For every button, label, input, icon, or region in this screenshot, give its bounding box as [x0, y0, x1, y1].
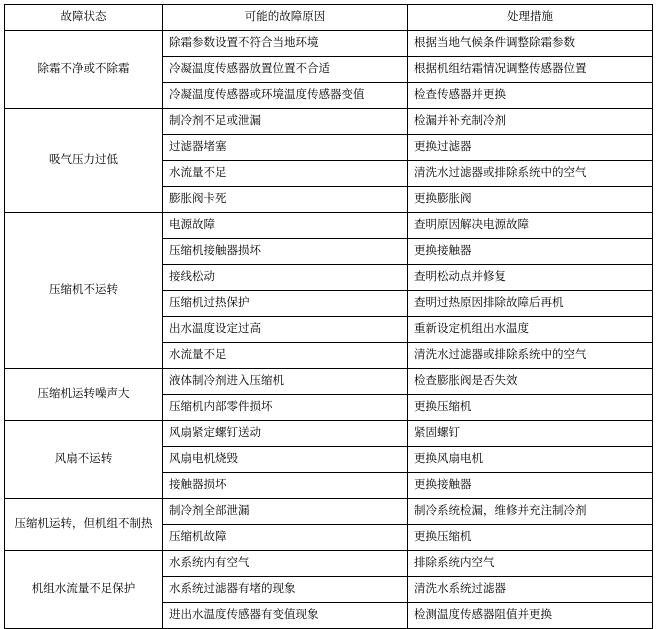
cause-cell: 接线松动	[163, 265, 408, 291]
cause-cell: 水系统内有空气	[163, 551, 408, 577]
action-cell: 更换膨胀阀	[408, 187, 653, 213]
fault-state-cell: 风扇不运转	[5, 421, 163, 499]
action-cell: 重新设定机组出水温度	[408, 317, 653, 343]
fault-state-cell: 压缩机运转，但机组不制热	[5, 499, 163, 551]
action-cell: 根据当地气候条件调整除霜参数	[408, 31, 653, 57]
action-cell: 更换压缩机	[408, 525, 653, 551]
action-cell: 清洗水过滤器或排除系统中的空气	[408, 161, 653, 187]
action-cell: 检测温度传感器阻值并更换	[408, 603, 653, 629]
action-cell: 查明松动点并修复	[408, 265, 653, 291]
cause-cell: 制冷剂全部泄漏	[163, 499, 408, 525]
fault-troubleshooting-table	[4, 4, 653, 629]
cause-cell: 压缩机故障	[163, 525, 408, 551]
action-cell: 更换压缩机	[408, 395, 653, 421]
table-row	[5, 369, 653, 395]
action-cell: 更换过滤器	[408, 135, 653, 161]
table-header-row	[5, 5, 653, 31]
action-cell: 检漏并补充制冷剂	[408, 109, 653, 135]
document-page	[0, 4, 660, 622]
table-header	[5, 5, 653, 31]
cause-cell: 水系统过滤器有堵的现象	[163, 577, 408, 603]
cause-cell: 冷凝温度传感器或环境温度传感器变值	[163, 83, 408, 109]
table-row	[5, 421, 653, 447]
cause-cell: 制冷剂不足或泄漏	[163, 109, 408, 135]
cause-cell: 膨胀阀卡死	[163, 187, 408, 213]
table-row	[5, 551, 653, 577]
cause-cell: 液体制冷剂进入压缩机	[163, 369, 408, 395]
fault-state-cell: 吸气压力过低	[5, 109, 163, 213]
action-cell: 根据机组结霜情况调整传感器位置	[408, 57, 653, 83]
cause-cell: 过滤器堵塞	[163, 135, 408, 161]
fault-state-cell: 除霜不净或不除霜	[5, 31, 163, 109]
cause-cell: 压缩机过热保护	[163, 291, 408, 317]
header-possible-cause: 可能的故障原因	[163, 5, 408, 31]
cause-cell: 接触器损坏	[163, 473, 408, 499]
action-cell: 更换风扇电机	[408, 447, 653, 473]
cause-cell: 风扇电机烧毁	[163, 447, 408, 473]
table-row	[5, 499, 653, 525]
cause-cell: 电源故障	[163, 213, 408, 239]
action-cell: 检查传感器并更换	[408, 83, 653, 109]
cause-cell: 除霜参数设置不符合当地环境	[163, 31, 408, 57]
table-row	[5, 109, 653, 135]
fault-state-cell: 机组水流量不足保护	[5, 551, 163, 629]
header-fault-state: 故障状态	[5, 5, 163, 31]
cause-cell: 压缩机内部零件损坏	[163, 395, 408, 421]
action-cell: 紧固螺钉	[408, 421, 653, 447]
fault-state-cell: 压缩机运转噪声大	[5, 369, 163, 421]
table-row	[5, 213, 653, 239]
action-cell: 检查膨胀阀是否失效	[408, 369, 653, 395]
cause-cell: 进出水温度传感器有变值现象	[163, 603, 408, 629]
action-cell: 更换接触器	[408, 239, 653, 265]
action-cell: 查明原因解决电源故障	[408, 213, 653, 239]
action-cell: 制冷系统检漏，维修并充注制冷剂	[408, 499, 653, 525]
cause-cell: 水流量不足	[163, 161, 408, 187]
header-action: 处理措施	[408, 5, 653, 31]
cause-cell: 风扇紧定螺钉送动	[163, 421, 408, 447]
action-cell: 更换接触器	[408, 473, 653, 499]
cause-cell: 冷凝温度传感器放置位置不合适	[163, 57, 408, 83]
action-cell: 查明过热原因排除故障后再机	[408, 291, 653, 317]
action-cell: 清洗水系统过滤器	[408, 577, 653, 603]
table-row	[5, 31, 653, 57]
fault-state-cell: 压缩机不运转	[5, 213, 163, 369]
action-cell: 排除系统内空气	[408, 551, 653, 577]
cause-cell: 出水温度设定过高	[163, 317, 408, 343]
cause-cell: 压缩机接触器损坏	[163, 239, 408, 265]
action-cell: 清洗水过滤器或排除系统中的空气	[408, 343, 653, 369]
cause-cell: 水流量不足	[163, 343, 408, 369]
table-body	[5, 31, 653, 629]
